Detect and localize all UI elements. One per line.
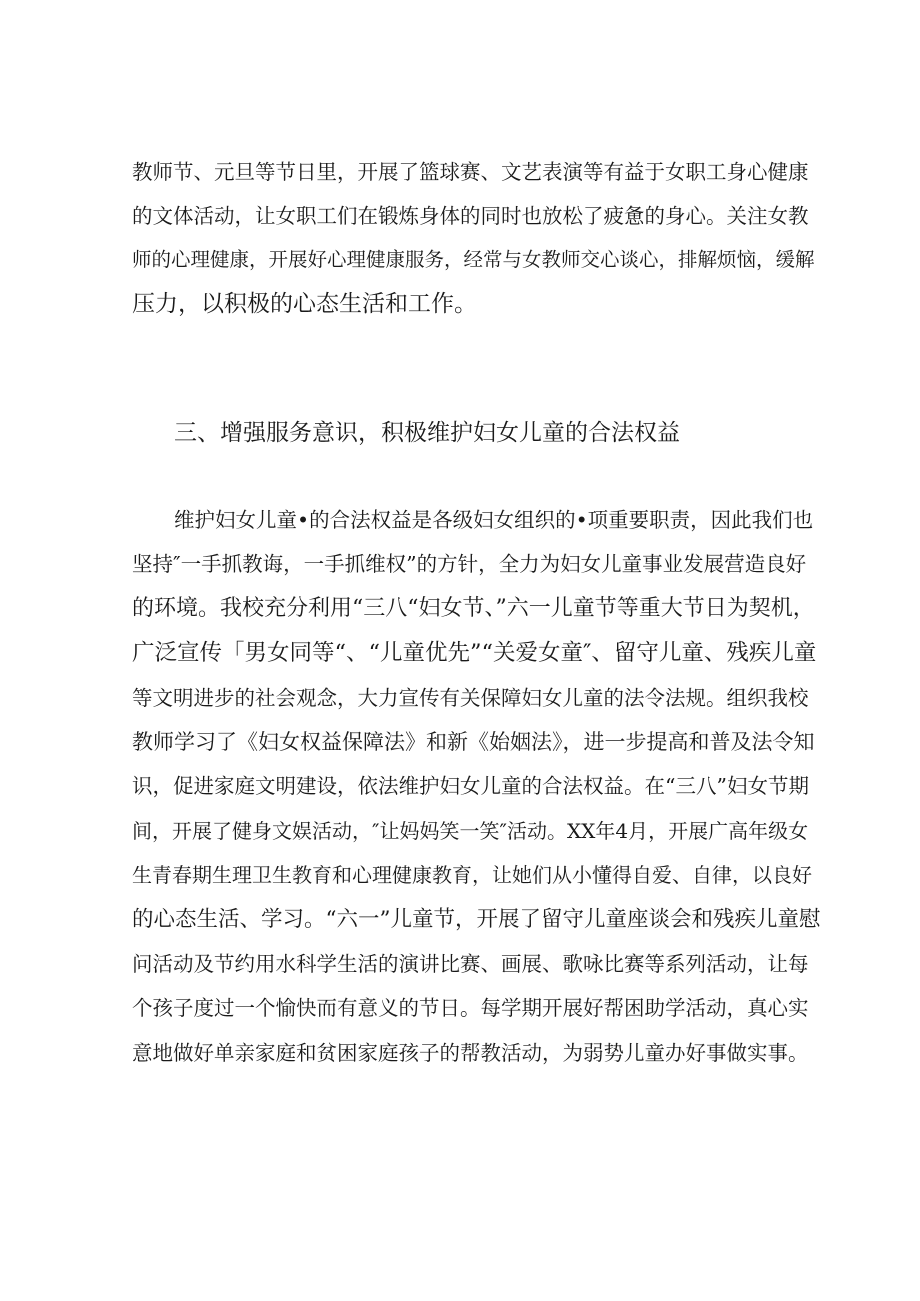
paragraph-line: 师的心理健康，开展好心理健康服务，经常与女教师交心谈心，排解烦恼，缓解 [132,248,815,271]
paragraph-line: 等文明进步的社会观念，大力宣传有关保障妇女儿童的法令法规。组织我校 [132,685,809,710]
paragraph-line: 广泛宣传「男女同等“、“儿童优先”“关爱女童″、留守儿童、残疾儿童 [132,640,817,667]
paragraph-festival-activities [132,150,822,326]
paragraph-line: 间，开展了健身文娱活动，″让妈妈笑一笑″活动。XX年4月，开展广高年级女 [132,818,809,843]
paragraph-line: 问活动及节约用水科学生活的演讲比赛、画展、歌咏比赛等系列活动，让每 [132,951,809,976]
paragraph-line: 的文体活动，让女职工们在锻炼身体的同时也放松了疲惫的身心。关注女教 [132,204,809,228]
paragraph-rights-protection [132,498,822,1075]
paragraph-line: 意地做好单亲家庭和贫困家庭孩子的帮教活动，为弱势儿童办好事做实事。 [132,1040,809,1065]
paragraph-line: 压力，以积极的心态生活和工作。 [132,291,477,317]
section-heading-text: 三、增强服务意识，积极维护妇女儿童的合法权益 [174,420,680,446]
paragraph-line: 教师节、元旦等节日里，开展了篮球赛、文艺表演等有益于女职工身心健康 [132,160,809,184]
paragraph-line: 生青春期生理卫生教育和心理健康教育，让她们从小懂得自爱、自律，以良好 [132,863,812,888]
section-heading [174,411,864,455]
paragraph-line: 教师学习了《妇女权益保障法》和新《始姻法》，进一步提高和普及法令知 [132,729,815,754]
paragraph-line: 识，促进家庭文明建设，依法维护妇女儿童的合法权益。在“三八”妇女节期 [132,774,809,799]
paragraph-line: 维护妇女儿童•的合法权益是各级妇女组织的•项重要职责，因此我们也 [174,508,814,532]
paragraph-line: 个孩子度过一个愉快而有意义的节日。每学期开展好帮困助学活动，真心实 [132,996,809,1021]
paragraph-line: 坚持″一手抓教诲，一手抓维权”的方针，全力为妇女儿童事业发展营造良好 [132,552,807,577]
paragraph-line: 的环境。我校充分利用“三八“妇女节、”六一儿童节等重大节日为契机， [132,595,815,621]
paragraph-line: 的心态生活、学习。“六一”儿童节，开展了留守儿童座谈会和残疾儿童慰 [132,906,821,932]
